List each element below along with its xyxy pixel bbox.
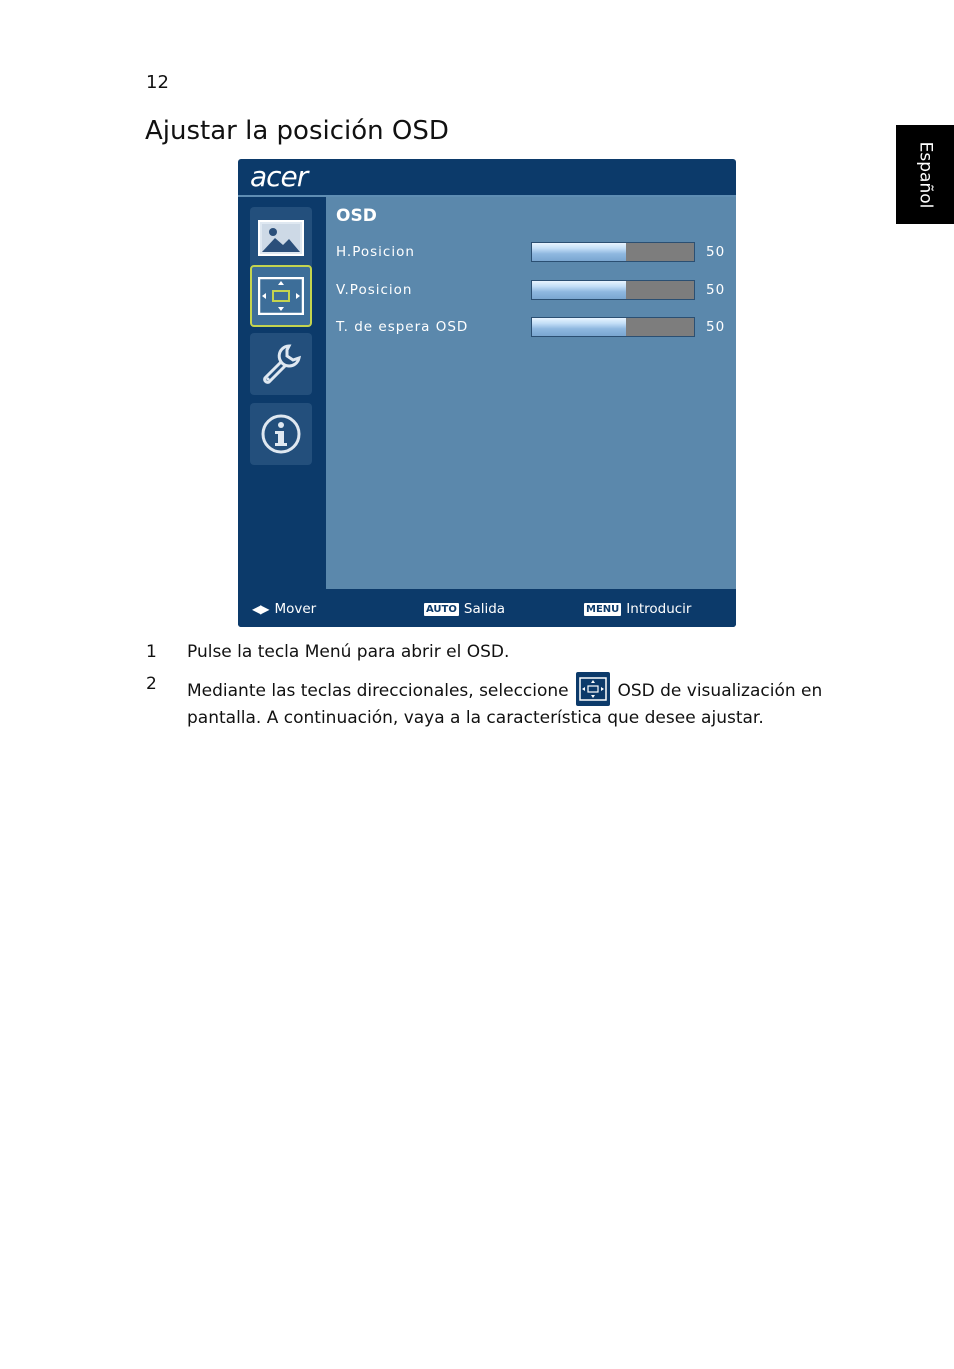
left-right-arrows-icon: ◀▶	[252, 602, 269, 616]
osd-slider-v-position[interactable]	[531, 280, 695, 300]
info-icon	[260, 413, 302, 455]
osd-slider-fill	[532, 281, 626, 299]
osd-tile-osd-position[interactable]	[250, 265, 312, 327]
osd-row-v-position[interactable]	[326, 280, 736, 304]
menu-key-badge: MENU	[586, 603, 620, 615]
osd-slider-h-position[interactable]	[531, 242, 695, 262]
osd-tile-picture[interactable]	[250, 207, 312, 269]
osd-row-value: 50	[706, 282, 726, 298]
osd-footer-move	[252, 601, 316, 617]
picture-icon	[258, 220, 304, 256]
step-number: 1	[146, 642, 157, 662]
osd-slider-fill	[532, 243, 626, 261]
language-tab	[896, 125, 954, 224]
osd-row-value: 50	[706, 319, 726, 335]
osd-footer-enter	[584, 601, 691, 617]
osd-footer-enter-label: Introducir	[626, 601, 692, 617]
osd-row-value: 50	[706, 244, 726, 260]
osd-tile-information[interactable]	[250, 403, 312, 465]
osd-footer	[238, 589, 736, 627]
osd-row-h-position[interactable]	[326, 242, 736, 266]
osd-sidebar	[238, 197, 324, 589]
step-number: 2	[146, 674, 157, 694]
osd-row-osd-timeout[interactable]	[326, 317, 736, 341]
osd-panel	[326, 197, 736, 589]
osd-footer-exit-label: Salida	[463, 601, 506, 617]
step-text: Pulse la tecla Menú para abrir el OSD.	[187, 642, 510, 662]
osd-panel-title: OSD	[336, 206, 377, 226]
osd-position-icon	[258, 277, 304, 315]
osd-row-label: V.Posicion	[336, 282, 413, 298]
language-tab-label: Español	[915, 141, 935, 208]
auto-key-badge: AUTO	[426, 603, 457, 615]
osd-footer-exit	[424, 601, 505, 617]
osd-slider-osd-timeout[interactable]	[531, 317, 695, 337]
osd-footer-move-label: Mover	[274, 601, 317, 617]
osd-row-label: H.Posicion	[336, 244, 415, 260]
osd-row-label: T. de espera OSD	[336, 319, 469, 335]
step-text-before: Mediante las teclas direccionales, seleccione	[187, 681, 569, 701]
step-text	[187, 672, 836, 730]
osd-tile-settings[interactable]	[250, 333, 312, 395]
step-text-after: OSD de visualización en pantalla. A continuación, vaya a la característica que desee ajustar.	[187, 681, 823, 728]
osd-position-inline-icon	[576, 672, 610, 706]
step-item	[146, 640, 836, 664]
steps-list	[146, 640, 836, 738]
wrench-icon	[259, 342, 303, 386]
osd-screenshot	[238, 159, 736, 627]
page-number: 12	[146, 72, 169, 93]
step-item	[146, 672, 836, 730]
osd-brand-logo: acer	[250, 160, 308, 193]
page-title: Ajustar la posición OSD	[145, 116, 449, 146]
osd-slider-fill	[532, 318, 626, 336]
